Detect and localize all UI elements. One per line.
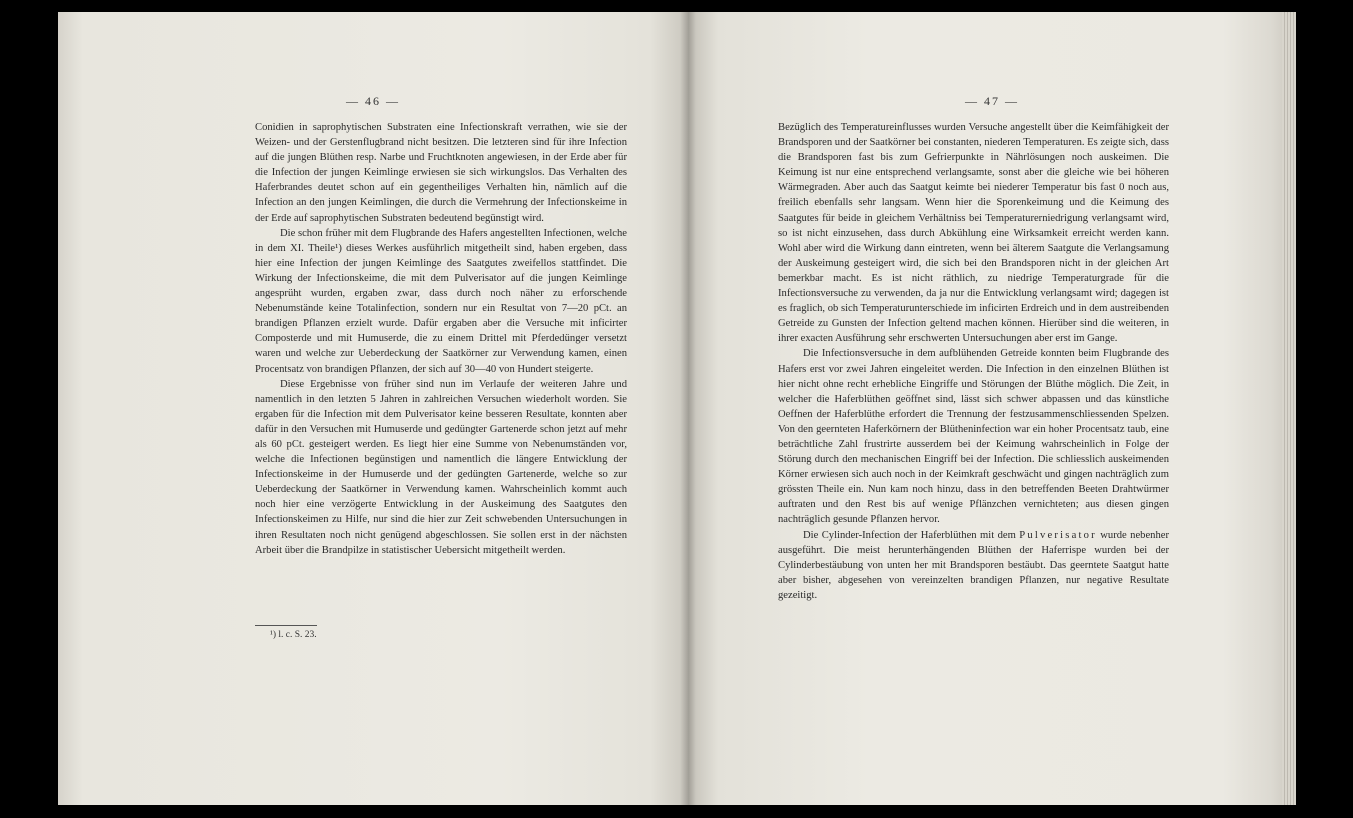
book-gutter (680, 12, 696, 805)
open-book (58, 12, 1296, 805)
emphasized-term: Pulverisator (1019, 529, 1097, 541)
paragraph: Conidien in saprophytischen Substraten eine Infectionskraft verrathen, wie sie der Weizen- und der Gerstenflugbrand nicht besitzen. Die letzteren sind für ihre Infection auf die jungen Blüthen resp. Narbe und Fruchtknoten angewiesen, in der Erde aber für die Infection der jungen Keimlinge erwiesen sie sich wirkungslos. Das Verhalten des Haferbrandes deutet schon auf ein gegentheiliges Verhalten hin, nämlich auf die Infection an den jungen Keimlingen, die durch die Vermehrung der Infectionskeime in der Erde auf saprophytischen Substraten bedeutend begünstigt wird. (255, 122, 627, 224)
footnote: ¹) l. c. S. 23. (270, 630, 317, 640)
paragraph: Diese Ergebnisse von früher sind nun im Verlaufe der weiteren Jahre und namentlich in den letzten 5 Jahren in zahlreichen Versuchen wiederholt worden. Sie ergaben für die Infection mit dem Pulverisator keine besseren Resultate, konnten aber dafür in den Versuchen mit Humuserde und gedüngter Gartenerde schon jetzt auf mehr als 60 pCt. gesteigert werden. Es liegt hier eine Summe von Nebenumständen vor, welche die Infectionen begünstigen und namentlich die längere Entwicklung der Infectionskeime in der Humuserde und der gedüngten Gartenerde, welche so zur Ueberdeckung der Saatkörner in Verwendung kamen. Wahrscheinlich kommt auch noch hier eine verzögerte Entwicklung in der Auskeimung des Saatgutes den Infectionskeimen zu Hilfe, nur sind die hier zur Zeit schwebenden Untersuchungen in ihren Resultaten noch nicht genügend abgeschlossen. Sie sollen erst in der nächsten Arbeit über die Brandpilze in statistischer Uebersicht mitgetheilt werden. (255, 378, 627, 556)
right-page (688, 12, 1296, 805)
left-page (58, 12, 688, 805)
text-run: wurde nebenher ausgeführt. Die meist herunterhängenden Blüthen der Haferrispe wurden bei der Cylinderbestäubung von unten her mit Brandsporen bestäubt. Das geerntete Saatgut hatte aber bisher, abgesehen von vereinzelten brandigen Pflanzen, nur negative Resultate gezeitigt. (778, 529, 1170, 601)
paragraph (778, 528, 1169, 603)
right-page-text (778, 120, 1169, 603)
footnote-rule (255, 625, 317, 626)
left-page-text (255, 120, 627, 558)
paragraph: Die Infectionsversuche in dem aufblühenden Getreide konnten beim Flugbrande des Hafers erst vor zwei Jahren eingeleitet werden. Die Infection in den einzelnen Blüthen ist hier nicht ohne recht erhebliche Eingriffe und Störungen der Blüthe möglich. Die Zeit, in welcher die Haferblüthen geöffnet sind, lässt sich schwer abpassen und das künstliche Oeffnen der Haferblüthe erfordert die Trennung der festzusammenschliessenden Spelzen. Von den geernteten Haferkörnern der Blütheninfection war ein hoher Procentsatz taub, eine beträchtliche Zahl frustrirte ausserdem bei der Keimung wahrscheinlich in Folge der Störung durch den mechanischen Eingriff bei der Infection. Die schliesslich auskeimenden Körner erwiesen sich auch noch in der Keimkraft geschwächt und gingen nachträglich zum grössten Theile ein. Nun kam noch hinzu, dass in den betreffenden Beeten Drahtwürmer auftraten und den Rest bis auf wenige Pflänzchen vernichteten; aus diesen gingen nachträglich gesunde Pflanzen hervor. (778, 348, 1169, 526)
text-run: Die Cylinder-Infection der Haferblüthen mit dem (803, 529, 1020, 541)
page-number-left: — 46 — (346, 94, 400, 108)
paragraph: Die schon früher mit dem Flugbrande des Hafers angestellten Infectionen, welche in dem XI. Theile¹) dieses Werkes ausführlich mitgetheilt sind, haben ergeben, dass hier eine Infection der jungen Keimlinge des Saatgutes zweifellos stattfindet. Die Wirkung der Infectionskeime, die mit dem Pulverisator auf die jungen Keimlinge angesprüht wurden, ergaben zwar, dass durch noch näher zu erforschende Nebenumstände keine Totalinfection, sondern nur ein Resultat von 7—20 pCt. an brandigen Pflanzen erzielt wurde. Dafür ergaben aber die Versuche mit inficirter Composterde und mit Humuserde, die zu einem Drittel mit Pferdedünger versetzt waren und welche zur Ueberdeckung der Saatkörner zur Verwendung kamen, einen Procentsatz von brandigen Pflanzen, der sich auf 30—40 von Hundert steigerte. (255, 227, 627, 375)
page-number-right: — 47 — (965, 94, 1019, 108)
paragraph: Bezüglich des Temperatureinflusses wurden Versuche angestellt über die Keimfähigkeit der Brandsporen und der Saatkörner bei constanten, niederen Temperaturen. Es zeigte sich, dass die Brandsporen fast bis zum Gefrierpunkte in Nährlösungen noch auskeimen. Die Keimung ist nur eine entsprechend verlangsamte, sonst aber die gleiche wie bei höheren Wärmegraden. Aber auch das Saatgut keimte bei niederer Temperatur bis fast 0 noch aus, freilich ebenfalls sehr langsam. Wenn hier die Sporenkeimung und die Keimung des Saatgutes für beide in gleichem Verhältniss bei Temperaturerniedrigung verlangsamt wird, so ist nicht einzusehen, dass durch Abkühlung eine Wirksamkeit erreicht werden kann. Wohl aber wird die Wirkung dann eintreten, wenn bei älterem Saatgute die Verlangsamung der Auskeimung gesteigert wird, die sich bei den Brandsporen nicht in der gleichen Art bemerkbar macht. Es ist nicht räthlich, zu niedrige Temperaturgrade für die Infectionsversuche zu verwenden, da ja nur die Entwicklung verlangsamt wird; dagegen ist es fraglich, ob sich Temperaturunterschiede im inficirten Erdreich und in dem austreibenden Getreide zu Gunsten der Infection geltend machen können. Hierüber sind die weiteren, in ihrer exacten Ausführung sehr erschwerten Untersuchungen aber erst im Gange. (778, 122, 1169, 345)
page-edges (1282, 12, 1296, 805)
